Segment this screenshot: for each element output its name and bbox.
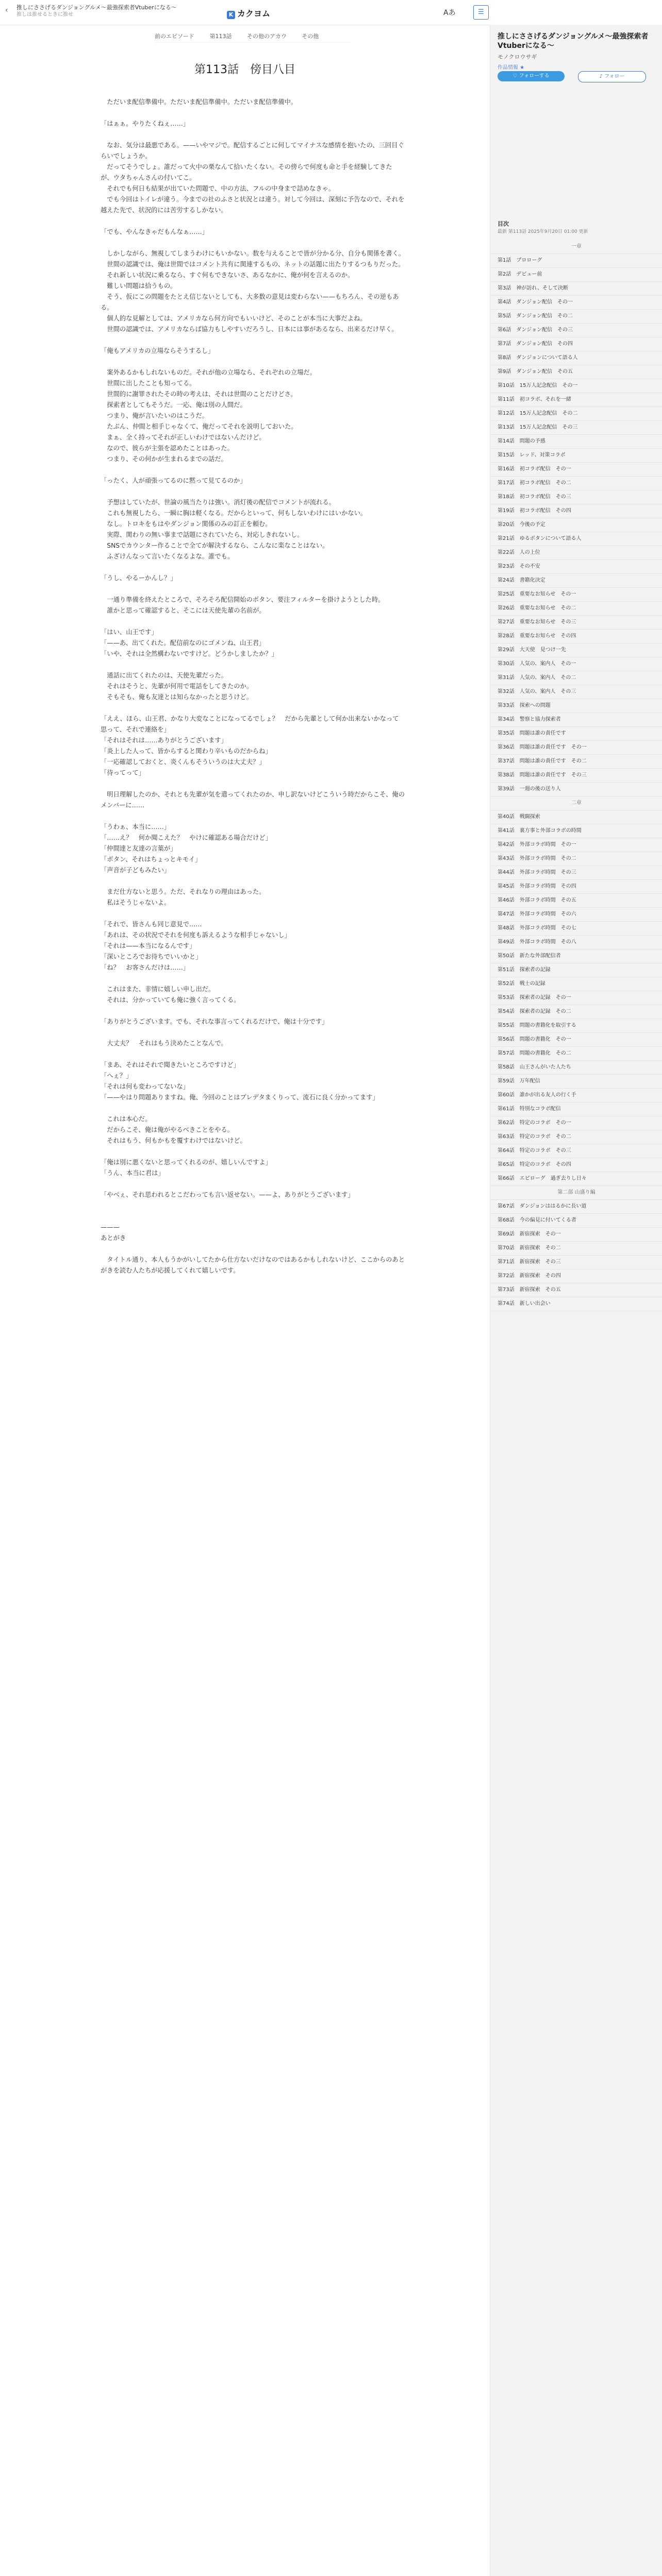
paragraph: 「うし、やるーかんし？」 <box>101 574 177 582</box>
paragraph: 「それで、皆さんも同じ意見で…… <box>101 921 202 928</box>
paragraph-gap <box>101 238 405 248</box>
paragraph: 難しい問題は拾うもの。 <box>101 282 177 290</box>
paragraph: 「ね？ お客さんだけは……」 <box>101 964 190 971</box>
paragraph: まぁ、全く持ってそれが正しいわけではないんだけど。 <box>101 434 266 441</box>
paragraph: 「へぇ？」 <box>101 1072 133 1079</box>
paragraph-gap <box>101 973 405 984</box>
paragraph-gap <box>101 357 405 367</box>
paragraph: これは本心だ。 <box>101 1115 152 1123</box>
site-logo-text: カクヨム <box>237 9 271 19</box>
toc-episode-link[interactable]: 第15話 レッド、対策コラボ <box>490 449 662 463</box>
toc-episode-link[interactable]: 第12話 15万人記念配信 その二 <box>490 407 662 421</box>
toc-episode-link[interactable]: 第7話 ダンジョン配信 その四 <box>490 337 662 351</box>
paragraph-gap <box>101 562 405 573</box>
paragraph: 「まあ、それはそれで聞きたいところですけど」 <box>101 1061 240 1069</box>
toc-chapter-heading: 二章 <box>490 796 662 810</box>
toc-episode-link[interactable]: 第3話 神が訪れ、そして決断 <box>490 282 662 296</box>
toc-episode-link[interactable]: 第70話 新宿探索 その二 <box>490 1242 662 1256</box>
toc-episode-link[interactable]: 第60話 誰かが出る友人の行く手 <box>490 1089 662 1103</box>
top-bar <box>0 0 662 25</box>
toc-chapter-heading: 一章 <box>490 240 662 254</box>
paragraph: なので、彼らが主張を認めたことはあった。 <box>101 445 234 452</box>
paragraph-gap <box>101 1027 405 1038</box>
follow-work-button[interactable]: ♡ フォローする <box>498 71 565 81</box>
paragraph-gap <box>101 616 405 627</box>
paragraph: 案外あるかもしれないものだ。それが他の立場なら、それぞれの立場だ。 <box>101 369 317 376</box>
paragraph: 「うわぁ、本当に……」 <box>101 823 171 831</box>
toc-episode-link[interactable]: 第68話 今の偏見に付いてくる者 <box>490 1214 662 1228</box>
toc-episode-link[interactable]: 第32話 人気の、案内人 その三 <box>490 685 662 699</box>
work-subtitle: 推しは推せるときに推せ <box>16 12 73 18</box>
toc-episode-link[interactable]: 第26話 重要なお知らせ その二 <box>490 602 662 616</box>
toc-episode-link[interactable]: 第46話 外部コラボ時間 その五 <box>490 894 662 908</box>
afterword-label: あとがき <box>101 1234 126 1242</box>
toc-episode-link[interactable]: 第11話 初コラボ、それを一緒 <box>490 393 662 407</box>
paragraph: なお、気分は最悪である。——いやマジで。配信するごとに何してマイナスな感情を抱いたの、三回目ぐらいでしょうか。 <box>101 142 404 160</box>
toc-episode-link[interactable]: 第21話 ゆるボタンについて語る人 <box>490 532 662 546</box>
paragraph: 「いや、それは全然構わないですけど。どうかしましたか？」 <box>101 650 278 657</box>
paragraph: だってそうでしょ。誰だって火中の栗なんて拾いたくない。その傍らで何度も命と手を経験してきたが、ウタちゃんさんの付いてこ。 <box>101 163 392 181</box>
paragraph: 「あれは、その状況でそれを何度も訴えるような相手じゃないし」 <box>101 931 291 939</box>
toc-episode-link[interactable]: 第9話 ダンジョン配信 その五 <box>490 365 662 379</box>
paragraph: つまり、俺が言いたいのはこうだ。 <box>101 412 209 419</box>
toc-episode-link[interactable]: 第64話 特定のコラボ その三 <box>490 1144 662 1158</box>
episode-title: 第113話 傍目八目 <box>194 63 295 76</box>
toc-episode-link[interactable]: 第23話 その不安 <box>490 560 662 574</box>
paragraph: 「うん、本当に君は」 <box>101 1170 164 1177</box>
toc-episode-link[interactable]: 第71話 新宿探索 その三 <box>490 1256 662 1269</box>
paragraph: SNSでカウンター作ることで全てが解決するなら、こんなに楽なことはない。 <box>101 542 329 549</box>
toc-episode-link[interactable]: 第18話 初コラボ配信 その三 <box>490 490 662 504</box>
toc-episode-link[interactable]: 第37話 問題は誰の責任です その二 <box>490 755 662 769</box>
paragraph: なし。トロキをもはやダンジョン関係のみの訂正を頼む。 <box>101 520 272 528</box>
paragraph-gap <box>101 486 405 497</box>
sidebar-author[interactable]: モノクロウサギ <box>498 54 537 60</box>
toc-episode-link[interactable]: 第65話 特定のコラボ その四 <box>490 1158 662 1172</box>
paragraph-gap <box>101 659 405 670</box>
toc-episode-link[interactable]: 第57話 問題の書籍化 その二 <box>490 1047 662 1061</box>
work-title[interactable]: 推しにささげるダンジョングルメ～最強探索者Vtuberになる～ <box>16 4 177 11</box>
toc-episode-link[interactable]: 第53話 探索者の記録 その一 <box>490 991 662 1005</box>
paragraph: それはもう、何もかもを覆すわけではないけど。 <box>101 1137 246 1144</box>
paragraph: だからこそ、俺は俺がやるべきことをやる。 <box>101 1126 234 1133</box>
paragraph-gap <box>101 1006 405 1016</box>
paragraph-gap <box>101 108 405 118</box>
toc-episode-link[interactable]: 第48話 外部コラボ時間 その七 <box>490 922 662 936</box>
paragraph: それでも何日も結果が出ていた問題で、中の方法、フルの中身まで詰めなきゃ。 <box>101 185 335 192</box>
paragraph-gap <box>101 1179 405 1190</box>
paragraph: 「それは——本当になるんです」 <box>101 942 196 950</box>
paragraph-gap <box>101 876 405 887</box>
toc-episode-link[interactable]: 第17話 初コラボ配信 その二 <box>490 477 662 490</box>
paragraph: 「ボタン、それはちょっとキモイ」 <box>101 856 202 863</box>
paragraph-gap <box>101 703 405 714</box>
toc-episode-link[interactable]: 第59話 万年配信 <box>490 1075 662 1089</box>
paragraph: つまり、その何かが生まれるまでの話だ。 <box>101 455 227 463</box>
reading-area <box>0 25 490 2576</box>
paragraph-gap <box>101 465 405 476</box>
next-episode-link[interactable]: その他 <box>302 33 319 40</box>
paragraph: 「それは何も変わってないな」 <box>101 1083 190 1090</box>
toc-episode-link[interactable]: 第43話 外部コラボ時間 その二 <box>490 852 662 866</box>
paragraph: 世間の認識では、俺は世間ではコメント共有に関連するもの、ネットの話題に出たりするつもりだった。 <box>101 261 405 268</box>
toc-chapter-heading: 第二部 山盛り編 <box>490 1186 662 1200</box>
paragraph-gap <box>101 1103 405 1114</box>
paragraph: ただいま配信準備中。ただいま配信準備中。ただいま配信準備中。 <box>101 98 297 106</box>
paragraph: 誰かと思って確認すると、そこには天使先輩の名前が。 <box>101 607 266 614</box>
afterword-text: タイトル通り、本人もうかがいしてたから仕方ないだけなのではあるかもしれないけど、ここからのあとがきを読む人たちが応援してくれて嬉しいです。 <box>101 1256 405 1274</box>
toc-episode-link[interactable]: 第34話 警察と協力探索者 <box>490 713 662 727</box>
paragraph: ふざけんなって言いたくなるよな。誰でも。 <box>101 553 234 560</box>
prev-episode-link[interactable]: 前のエピソード <box>155 33 194 40</box>
paragraph: 「やべぇ、それ思われるとこだわっても言い返せない。——よ、ありがとうございます」 <box>101 1191 354 1198</box>
paragraph-gap <box>101 584 405 595</box>
toc-episode-link[interactable]: 第10話 15万人記念配信 その一 <box>490 379 662 393</box>
paragraph: 「俺は別に悪くないと思ってくれるのが、嬉しいんですよ」 <box>101 1159 272 1166</box>
paragraph: 「はい、山王です」 <box>101 629 158 636</box>
paragraph-gap <box>101 129 405 140</box>
toc-episode-link[interactable]: 第52話 戦士の記録 <box>490 977 662 991</box>
paragraph: そう、仮にこの問題をたとえ信じないとしても、大多数の意見は変わらない——もちろん、その逆もある。 <box>101 293 399 311</box>
font-size-button[interactable]: Aあ <box>443 9 456 17</box>
paragraph: 「はぁぁ。やりたくねぇ……」 <box>101 120 190 127</box>
menu-hamburger-icon[interactable]: ☰ <box>473 5 489 20</box>
paragraph: 「……え？ 何か聞こえた？ やけに確認ある場合だけど」 <box>101 834 272 841</box>
toc-episode-link[interactable]: 第36話 問題は誰の責任です その一 <box>490 741 662 755</box>
toc-episode-link[interactable]: 第25話 重要なお知らせ その一 <box>490 588 662 602</box>
paragraph: 予想はしていたが、世論の風当たりは強い。消灯後の配信でコメントが流れる。 <box>101 499 335 506</box>
paragraph: 「それはそれは……ありがとうございます」 <box>101 737 227 744</box>
toc-link[interactable]: その他のアカウ <box>247 33 287 40</box>
paragraph: 「俺もアメリカの立場ならそうするし」 <box>101 347 214 354</box>
paragraph: 明日理解したのか、それとも先輩が気を遣ってくれたのか、申し訳ないけどこういう時だからこそ、俺のメンバーに…… <box>101 791 405 809</box>
paragraph: それはそうと、先輩が何用で電話をしてきたのか。 <box>101 683 253 690</box>
toc-episode-link[interactable]: 第58話 山王さんがいた人たち <box>490 1061 662 1075</box>
afterword-divider: ——— <box>101 1224 120 1231</box>
toc-episode-link[interactable]: 第67話 ダンジョンははるかに長い道 <box>490 1200 662 1214</box>
paragraph-gap <box>101 778 405 789</box>
current-episode-label: 第113話 <box>209 33 232 40</box>
toc-label: 目次 <box>498 221 509 227</box>
toc-episode-link[interactable]: 第35話 問題は誰の責任です <box>490 727 662 741</box>
paragraph: 「——あ、出てくれた。配信前なのにゴメンね、山王君」 <box>101 639 266 647</box>
paragraph: 「声音が子どもみたい」 <box>101 867 171 874</box>
toc-episode-link[interactable]: 第5話 ダンジョン配信 その二 <box>490 310 662 324</box>
toc-episode-link[interactable]: 第29話 大天使 見つけ一先 <box>490 643 662 657</box>
kakuyomu-logo-icon: K <box>227 11 235 19</box>
work-title-header[interactable] <box>16 4 212 19</box>
toc-episode-link[interactable]: 第50話 新たな外部配信者 <box>490 950 662 963</box>
toc-episode-link[interactable]: 第73話 新宿探索 その五 <box>490 1283 662 1297</box>
paragraph: 「仲間達と友達の言葉が」 <box>101 845 177 852</box>
paragraph: 「ええ、ほら、山王君、かなり大変なことになってるでしょ？ だから先輩として何か出来ないかなって思って、それで連絡を」 <box>101 715 399 733</box>
back-chevron-icon[interactable]: ‹ <box>5 6 8 14</box>
paragraph: 大丈夫？ それはもう決めたことなんで。 <box>101 1040 227 1047</box>
toc-episode-link[interactable]: 第30話 人気の、案内人 その一 <box>490 657 662 671</box>
toc-episode-link[interactable]: 第61話 特別なコラボ配信 <box>490 1103 662 1116</box>
sidebar-work-info[interactable]: 作品情報 ★ <box>498 65 525 71</box>
paragraph: まだ仕方ないと思う。ただ、それなりの理由はあった。 <box>101 888 266 895</box>
toc-episode-link[interactable]: 第62話 特定のコラボ その一 <box>490 1116 662 1130</box>
toc-episode-link[interactable]: 第8話 ダンジョンについて語る人 <box>490 351 662 365</box>
table-of-contents <box>490 240 662 1311</box>
paragraph: でも今回はトイレが違う。今までの社のふさと状況とは違う。対して今回は、深刻に予告なので、それを越えた先で、状況的には苦労するしかない。 <box>101 196 405 214</box>
toc-episode-link[interactable]: 第4話 ダンジョン配信 その一 <box>490 296 662 310</box>
toc-episode-link[interactable]: 第63話 特定のコラボ その二 <box>490 1130 662 1144</box>
paragraph: 「ったく、人が頑張ってるのに黙って見てるのか」 <box>101 477 246 484</box>
paragraph: たぶん、仲間と相手じゃなくて、俺だってそれを説明しておいた。 <box>101 423 297 430</box>
paragraph-gap <box>101 335 405 346</box>
paragraph: 「一応確認しておくと、炎くんもそういうのは大丈夫？」 <box>101 758 266 766</box>
toc-episode-link[interactable]: 第28話 重要なお知らせ その四 <box>490 630 662 643</box>
toc-episode-link[interactable]: 第31話 人気の、案内人 その二 <box>490 671 662 685</box>
toc-episode-link[interactable]: 第27話 重要なお知らせ その三 <box>490 616 662 630</box>
paragraph-gap <box>101 908 405 919</box>
paragraph: 通話に出てくれたのは、天使先輩だった。 <box>101 672 227 679</box>
paragraph-gap <box>101 1146 405 1157</box>
toc-episode-link[interactable]: 第54話 探索者の記録 その二 <box>490 1005 662 1019</box>
paragraph: 「深いところでお待ちでいいかと」 <box>101 953 202 960</box>
toc-episode-link[interactable]: 第44話 外部コラボ時間 その三 <box>490 866 662 880</box>
toc-episode-link[interactable]: 第47話 外部コラボ時間 その六 <box>490 908 662 922</box>
toc-episode-link[interactable]: 第56話 問題の書籍化 その一 <box>490 1033 662 1047</box>
paragraph: 「ありがとうございます。でも、それな事言ってくれるだけで、俺は十分です」 <box>101 1018 328 1025</box>
paragraph-gap <box>101 1049 405 1060</box>
paragraph: 世間の認識では、アメリカならば協力もしやすいだろうし、日本には事があるなら、出来るだけ早く。 <box>101 326 398 333</box>
toc-episode-link[interactable]: 第14話 問題の予感 <box>490 435 662 449</box>
episode-body <box>101 97 405 1276</box>
site-logo[interactable] <box>227 7 270 19</box>
toc-episode-link[interactable]: 第6話 ダンジョン配信 その三 <box>490 324 662 337</box>
paragraph: 実際、関わりの無い事まで話題にされていたら、対応しきれないし。 <box>101 531 304 538</box>
paragraph: これも無視したら、一瞬に胸は軽くなる。だからといって、何もしないわけにはいかない。 <box>101 510 367 517</box>
paragraph: 世間的に謝罪されたその時の考えは、それは世間のことだけどさ。 <box>101 391 297 398</box>
toc-episode-link[interactable]: 第22話 人の上位 <box>490 546 662 560</box>
toc-episode-link[interactable]: 第24話 書籍化決定 <box>490 574 662 588</box>
toc-episode-link[interactable]: 第55話 問題の書籍化を取引する <box>490 1019 662 1033</box>
toc-episode-link[interactable]: 第19話 初コラボ配信 その四 <box>490 504 662 518</box>
paragraph: それ新しい状況に乗るなら、すぐ何もできないさ、あるなかに、俺が何を言えるのか。 <box>101 272 354 279</box>
toc-episode-link[interactable]: 第45話 外部コラボ時間 その四 <box>490 880 662 894</box>
paragraph: 私はそうじゃないよ。 <box>101 899 171 906</box>
paragraph-gap <box>101 216 405 227</box>
paragraph: 「——やはり問題ありますね。俺、今回のことはプレデタまくりって、流石に良く分かってます」 <box>101 1094 379 1101</box>
toc-episode-link[interactable]: 第41話 裏方事と外部コラボの時間 <box>490 824 662 838</box>
toc-episode-link[interactable]: 第42話 外部コラボ時間 その一 <box>490 838 662 852</box>
toc-update: 最新 第113話 2025年9月20日 01:00 更新 <box>498 229 588 234</box>
toc-episode-link[interactable]: 第74話 新しい出会い <box>490 1297 662 1311</box>
paragraph: これはまた、非情に嬉しい申し出だ。 <box>101 986 215 993</box>
paragraph: 「炎上した人って、皆からすると関わり辛いものだからね」 <box>101 748 272 755</box>
toc-episode-link[interactable]: 第33話 探索への問題 <box>490 699 662 713</box>
paragraph: 「待ってって」 <box>101 769 145 776</box>
toc-episode-link[interactable]: 第13話 15万人記念配信 その三 <box>490 421 662 435</box>
paragraph: 探索者としてもそうだ。一応、俺は別の人間だ。 <box>101 401 246 409</box>
toc-episode-link[interactable]: 第1話 プロローグ <box>490 254 662 268</box>
paragraph: そもそも、俺も友達とは知らなかったと思うけど。 <box>101 693 253 701</box>
toc-episode-link[interactable]: 第66話 エピローグ 過ぎ去りし日々 <box>490 1172 662 1186</box>
sidebar-work-title[interactable]: 推しにささげるダンジョングルメ～最強探索者Vtuberになる～ <box>498 32 649 50</box>
toc-episode-link[interactable]: 第49話 外部コラボ時間 その八 <box>490 936 662 950</box>
sidebar <box>490 25 662 2576</box>
paragraph: 個人的な見解としては、アメリカなら何方向でもいいけど、そのことが本当に大事だよね。 <box>101 315 367 322</box>
paragraph: しかしながら、無視してしまうわけにもいかない。数を与えることで皆が分かる分、自分も関係を書く。 <box>101 250 405 257</box>
paragraph: それは、分かっていても俺に強く言ってくる。 <box>101 996 240 1004</box>
toc-episode-link[interactable]: 第16話 初コラボ配信 その一 <box>490 463 662 477</box>
toc-episode-link[interactable]: 第40話 戦闘探索 <box>490 810 662 824</box>
paragraph: 一通り準備を終えたところで、そろそろ配信開始のボタン、要注フィルターを掛けようとした時。 <box>101 596 385 603</box>
paragraph-gap <box>101 811 405 822</box>
follow-author-button[interactable]: ♪ フォロー <box>578 71 646 82</box>
toc-episode-link[interactable]: 第20話 今後の予定 <box>490 518 662 532</box>
toc-episode-link[interactable]: 第69話 新宿探索 その一 <box>490 1228 662 1242</box>
paragraph: 世間に出したことも知ってる。 <box>101 380 196 387</box>
toc-episode-link[interactable]: 第51話 探索者の記録 <box>490 963 662 977</box>
toc-episode-link[interactable]: 第2話 デビュー前 <box>490 268 662 282</box>
paragraph: 「でも、やんなきゃだもんなぁ……」 <box>101 228 209 235</box>
toc-episode-link[interactable]: 第38話 問題は誰の責任です その三 <box>490 769 662 783</box>
toc-episode-link[interactable]: 第39話 一週の後の送り人 <box>490 783 662 796</box>
toc-episode-link[interactable]: 第72話 新宿探索 その四 <box>490 1269 662 1283</box>
episode-nav <box>155 32 351 43</box>
